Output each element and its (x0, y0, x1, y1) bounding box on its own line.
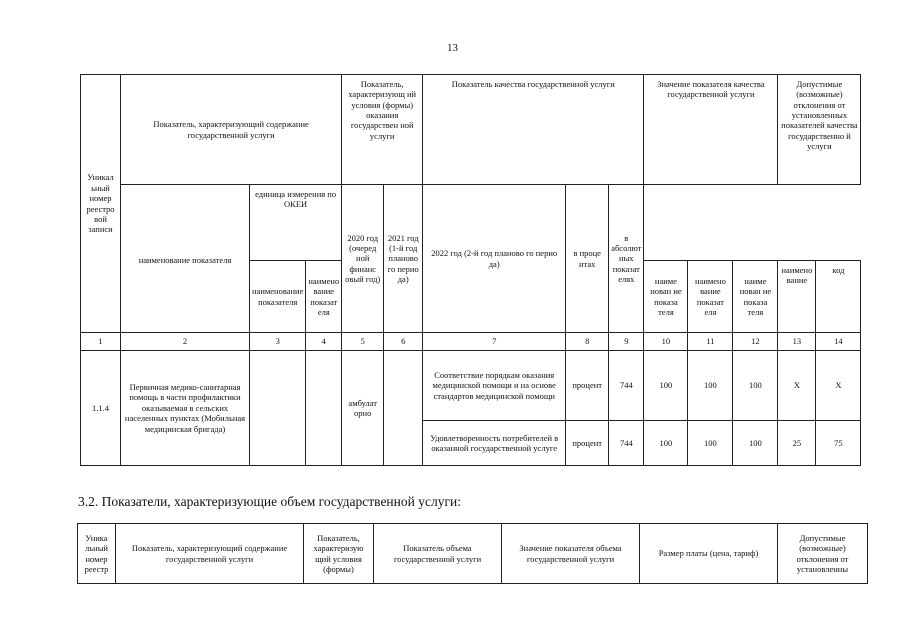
column-number: 4 (306, 333, 342, 351)
indicator-name: Соответствие порядкам оказания медицинской помощи и на основе стандартов медицинской помощи (423, 351, 566, 421)
header-unit-name: наимено вание (778, 261, 816, 333)
table-row (81, 351, 861, 421)
column-number: 14 (816, 333, 861, 351)
value-2020: 100 (644, 421, 688, 466)
header-content-name-3: наиме нован ие показа теля (644, 261, 688, 333)
value-2020: 100 (644, 351, 688, 421)
header-content-name-2: наимено вание показат еля (306, 261, 342, 333)
header-unique-number: Уника льный номер реестр (78, 524, 116, 584)
header-indicator-name: наименование показателя (121, 185, 250, 333)
header-deviation-percent: в проце нтах (566, 185, 609, 333)
value-2021: 100 (688, 351, 733, 421)
quality-indicators-table (80, 74, 861, 466)
column-number: 13 (778, 333, 816, 351)
column-number: 11 (688, 333, 733, 351)
service-condition: амбулат орно (342, 351, 384, 466)
header-quality-value: Значение показателя качества государственной услуги (644, 75, 778, 185)
header-volume-indicator: Показатель объема государственной услуги (374, 524, 502, 584)
header-allowed-deviation: Допустимые (возможные) отклонения от установленны (778, 524, 868, 584)
header-content-indicator: Показатель, характеризующий содержание государственной услуги (121, 75, 342, 185)
column-number: 12 (733, 333, 778, 351)
deviation-absolute: X (816, 351, 861, 421)
header-year-2022: 2022 год (2-й год планово го перио да) (423, 185, 566, 333)
header-condition-name-2: наиме нован ие показа теля (733, 261, 778, 333)
empty-cell (384, 351, 423, 466)
column-number: 10 (644, 333, 688, 351)
header-unique-number: Уникал ьный номер реестро вой записи (81, 75, 121, 333)
service-content: Первичная медико-санитарная помощь в части профилактики оказываемая в сельских населенных пунктах (Мобильная медицинская бригада) (121, 351, 250, 466)
header-year-2020: 2020 год (очеред ной финанс овый год) (342, 185, 384, 333)
column-number: 2 (121, 333, 250, 351)
header-quality-indicator: Показатель качества государственной услуги (423, 75, 644, 185)
column-number: 7 (423, 333, 566, 351)
column-number: 6 (384, 333, 423, 351)
indicator-code: 744 (609, 421, 644, 466)
header-content-name: наименование показателя (250, 261, 306, 333)
header-deviation-absolute: в абсолют ных показат елях (609, 185, 644, 333)
column-number: 1 (81, 333, 121, 351)
value-2022: 100 (733, 351, 778, 421)
column-number: 8 (566, 333, 609, 351)
page-number: 13 (447, 42, 458, 54)
header-fee-size: Размер платы (цена, тариф) (640, 524, 778, 584)
value-2021: 100 (688, 421, 733, 466)
column-number: 9 (609, 333, 644, 351)
indicator-code: 744 (609, 351, 644, 421)
header-content-indicator: Показатель, характеризующий содержание государственной услуги (116, 524, 304, 584)
indicator-unit: процент (566, 351, 609, 421)
indicator-unit: процент (566, 421, 609, 466)
volume-indicators-table (77, 523, 868, 584)
header-condition-indicator: Показатель, характеризую щий условия (формы) (304, 524, 374, 584)
header-condition-indicator: Показатель, характеризующ ий условия (формы) оказания государствен ной услуги (342, 75, 423, 185)
deviation-percent: 25 (778, 421, 816, 466)
column-number: 5 (342, 333, 384, 351)
empty-cell (306, 351, 342, 466)
header-volume-value: Значение показателя объема государственной услуги (502, 524, 640, 584)
deviation-absolute: 75 (816, 421, 861, 466)
registry-number: 1.1.4 (81, 351, 121, 466)
header-allowed-deviation: Допустимые (возможные) отклонения от установленных показателей качества государственно й услуги (778, 75, 861, 185)
deviation-percent: X (778, 351, 816, 421)
indicator-name: Удовлетворенность потребителей в оказанной государственной услуге (423, 421, 566, 466)
header-condition-name-1: наимено вание показат еля (688, 261, 733, 333)
value-2022: 100 (733, 421, 778, 466)
empty-cell (250, 351, 306, 466)
header-year-2021: 2021 год (1-й год планово го перио да) (384, 185, 423, 333)
header-okei-unit: единица измерения по ОКЕИ (250, 185, 342, 261)
header-unit-code: код (816, 261, 861, 333)
column-number: 3 (250, 333, 306, 351)
section-title: 3.2. Показатели, характеризующие объем государственной услуги: (78, 494, 461, 509)
